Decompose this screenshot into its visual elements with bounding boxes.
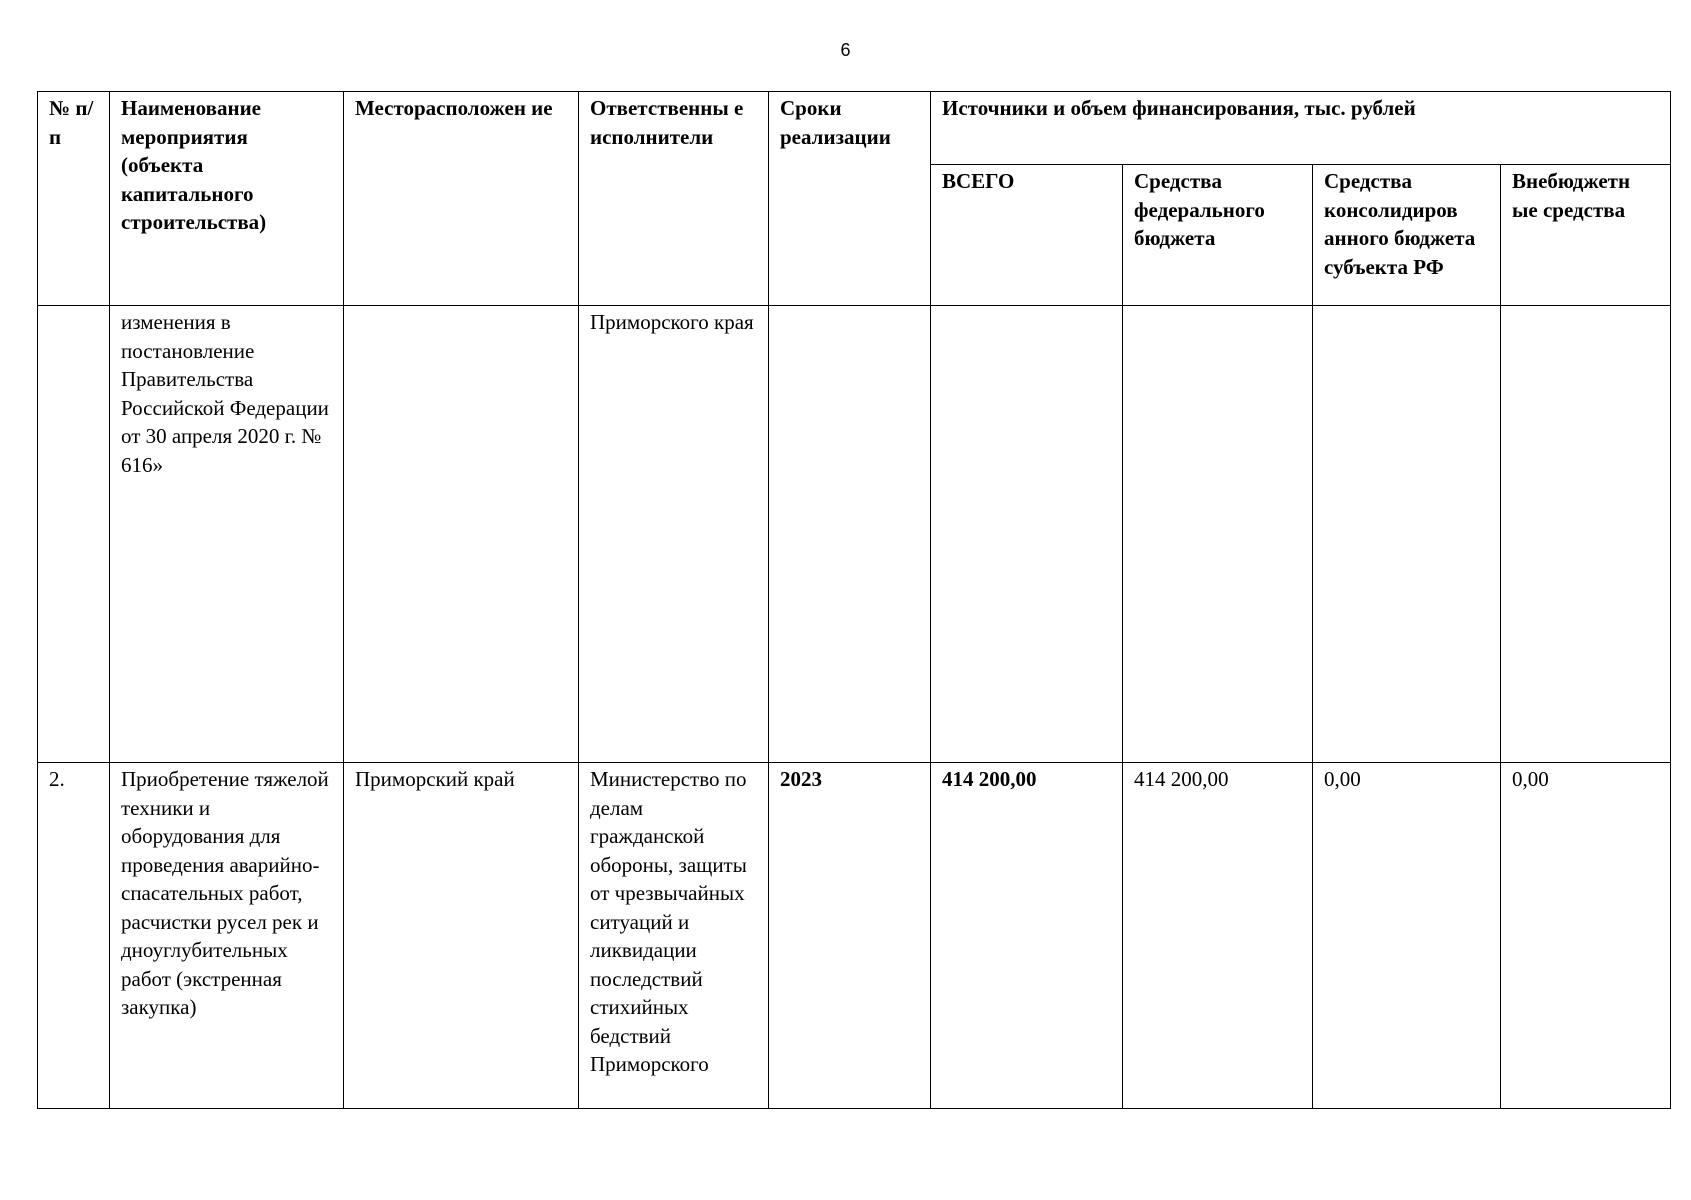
row-name: Приобретение тяжелой техники и оборудования для проведения аварийно-спасательных работ, расчистки русел рек и дноуглубительных работ (экстренная закупка) xyxy=(110,763,344,1109)
header-total: ВСЕГО xyxy=(931,165,1123,306)
row-period: 2023 xyxy=(769,763,931,1109)
row-location: Приморский край xyxy=(344,763,579,1109)
header-funding: Источники и объем финансирования, тыс. рублей xyxy=(931,92,1671,165)
row-federal xyxy=(1123,306,1313,763)
row-regional: 0,00 xyxy=(1313,763,1501,1109)
row-responsible: Приморского края xyxy=(579,306,769,763)
header-extra: Внебюджетн ые средства xyxy=(1501,165,1671,306)
row-num: 2. xyxy=(38,763,110,1109)
row-num xyxy=(38,306,110,763)
financing-table xyxy=(37,91,1671,1109)
row-federal: 414 200,00 xyxy=(1123,763,1313,1109)
header-row-1 xyxy=(38,92,1671,165)
header-num: № п/п xyxy=(38,92,110,306)
header-location: Месторасположен ие xyxy=(344,92,579,306)
table-row xyxy=(38,306,1671,763)
row-extra: 0,00 xyxy=(1501,763,1671,1109)
table-row xyxy=(38,763,1671,1109)
page-number: 6 xyxy=(840,40,851,60)
row-location xyxy=(344,306,579,763)
row-regional xyxy=(1313,306,1501,763)
header-responsible: Ответственны е исполнители xyxy=(579,92,769,306)
row-extra xyxy=(1501,306,1671,763)
header-regional: Средства консолидиров анного бюджета субъекта РФ xyxy=(1313,165,1501,306)
header-period: Сроки реализации xyxy=(769,92,931,306)
row-responsible: Министерство по делам гражданской обороны, защиты от чрезвычайных ситуаций и ликвидации последствий стихийных бедствий Приморского xyxy=(579,763,769,1109)
row-total: 414 200,00 xyxy=(931,763,1123,1109)
row-period xyxy=(769,306,931,763)
row-total xyxy=(931,306,1123,763)
row-name: изменения в постановление Правительства Российской Федерации от 30 апреля 2020 г. № 616» xyxy=(110,306,344,763)
header-federal: Средства федерального бюджета xyxy=(1123,165,1313,306)
header-name: Наименование мероприятия (объекта капитального строительства) xyxy=(110,92,344,306)
